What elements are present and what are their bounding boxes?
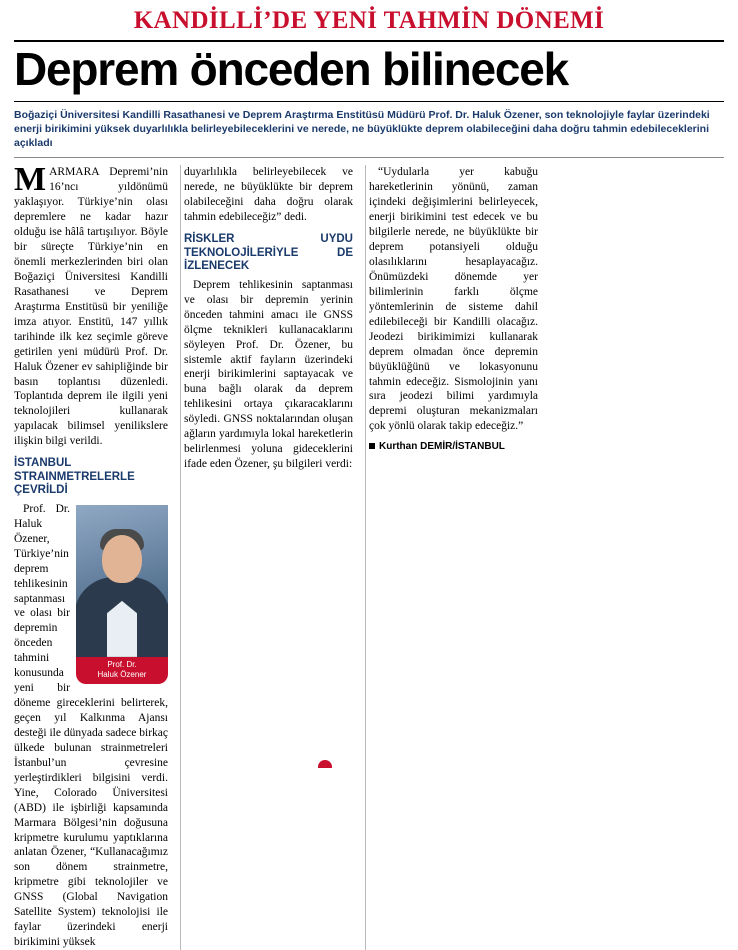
portrait-photo [76, 505, 168, 657]
column1-subheading: İSTANBUL STRAINMETRELERLE ÇEVRİLDİ [14, 457, 135, 497]
column2-paragraph-2: Deprem tehlikesinin saptanması ve olası bir depremin yerinin önceden tahmini amacı ile GNSS ölçme teknikleri kullanacaklarını söyleyen Prof. Dr. Özener, bu sistemle aktif fayların üzerindeki enerji birikimlerini saptayacak ve buna bağlı olarak da deprem tehlikesini ortaya çıkaracaklarını söyledi. GNSS noktalarından oluşan ağların yardımıyla lokal hareketlerin belirlenmesi yoluna gideceklerini ifade eden Özener, şu bilgileri verdi: [184, 278, 353, 471]
article-column-2 [180, 165, 365, 950]
divider-headline [14, 101, 724, 102]
article-column-1 [14, 161, 180, 950]
column-divider-2 [365, 165, 366, 950]
divider-top [14, 40, 724, 42]
article-byline [369, 440, 538, 453]
column2-paragraph-1: duyarlılıkla belirleyebilecek ve nerede, ne büyüklükte bir deprem olabileceğini daha doğru olarak tahmin edebileceğiz” dedi. [184, 166, 353, 224]
photo-caption-line-2: Haluk Özener [97, 669, 147, 679]
page-footer-marker [318, 760, 332, 768]
column1-paragraph-2: Prof. Dr. Haluk Özener, Türkiye’nin deprem tehlikesinin saptanması ve olası bir depremin önceden tahmini konusunda yeni bir döneme gireceklerini belirterek, geçen yıl Kalkınma Ajansı desteği ile dünyada sadece birkaç ülkede bulunan strainmetreleri İstanbul’un çevresine yerleştirdikleri bilgisini verdi. Yine, Colorado Üniversitesi (ABD) ile işbirliği kapsamında Marmara Bölgesi’nin doğusuna kripmetre kurulumu yaptıklarına anlatan Özener, “Kullanacağımız son dönem strainmetre, kripmetre gibi teknolojiler ve GNSS (Global Navigation Satellite System) teknolojisi ile faylar üzerindeki enerji birikimini yüksek [14, 502, 168, 949]
article-columns [14, 161, 724, 950]
byline-text: Kurthan DEMİR/İSTANBUL [379, 441, 505, 453]
column1-paragraph-1: MARMARA Depremi’nin 16’ncı yıldönümü yaklaşıyor. Türkiye’nin olası depremlere ne kadar hazır olduğu ise hâlâ tartışılıyor. Böyle bir süreçte Türkiye’nin en önemli merkezlerinden biri olan Boğaziçi Üniversitesi Kandilli Rasathanesi ve Deprem Araştırma Enstitüsü bir yeniliğe imza atıyor. Enstitü, 147 yıllık tarihinde ilk kez seçimle göreve getirilen yeni müdürü Prof. Dr. Haluk Özener ev sahipliğinde bir basın toplantısı düzenledi. Toplantıda deprem ile ilgili yeni teknolojileri kullanarak yapılacak bilimsel yenilikslere ilişkin bilgi verildi. [14, 161, 168, 448]
square-bullet-icon [369, 443, 375, 449]
column3-paragraph-1: “Uydularla yer kabuğu hareketlerinin yönünü, zaman içindeki değişimlerini belirleyecek, enerji birikimini test edecek ve bu bilgilerle nerede, ne büyüklükte bir deprem potansiyeli olduğu olasılıklarını hesaplayacağız. Önümüzdeki dönemde yer bilimlerinin farklı ölçme yöntemlerinin de sisteme dahil edilebileceği bir Kandilli olacağız. Jeodezi birikimimizi kullanarak deprem olmadan önce depremin büyüklüğünü ve lokasyonunu tahmin edeceğiz. Sismolojinin yanı sıra jeodezi bilimi yardımıyla depremi oluşturan mekanizmaları çok yönlü olarak takip edeceğiz.” [369, 166, 538, 433]
photo-face-shape [102, 535, 142, 583]
kicker-headline: KANDİLLİ’DE YENİ TAHMİN DÖNEMİ [133, 7, 605, 34]
photo-caption-line-1: Prof. Dr. [107, 659, 137, 669]
divider-standfirst [14, 157, 724, 158]
article-column-3 [365, 165, 550, 950]
standfirst-summary: Boğaziçi Üniversitesi Kandilli Rasathanesi ve Deprem Araştırma Enstitüsü Müdürü Prof. Dr. Haluk Özener, son teknolojiyle faylar üzerindeki enerji birikimini yüksek duyarlılıkla belirleyebileceklerini ve nerede, ne büyüklükte deprem olabileceğini daha doğru tahmin edebileceklerini açıkladı [14, 108, 710, 150]
column2-subheading: RİSKLER UYDU TEKNOLOJİLERİYLE DE İZLENECEK [184, 233, 353, 273]
photo-figure [76, 505, 168, 684]
column-divider-1 [180, 165, 181, 950]
page-title: Deprem önceden bilinecek [14, 43, 569, 95]
photo-caption [76, 657, 168, 684]
